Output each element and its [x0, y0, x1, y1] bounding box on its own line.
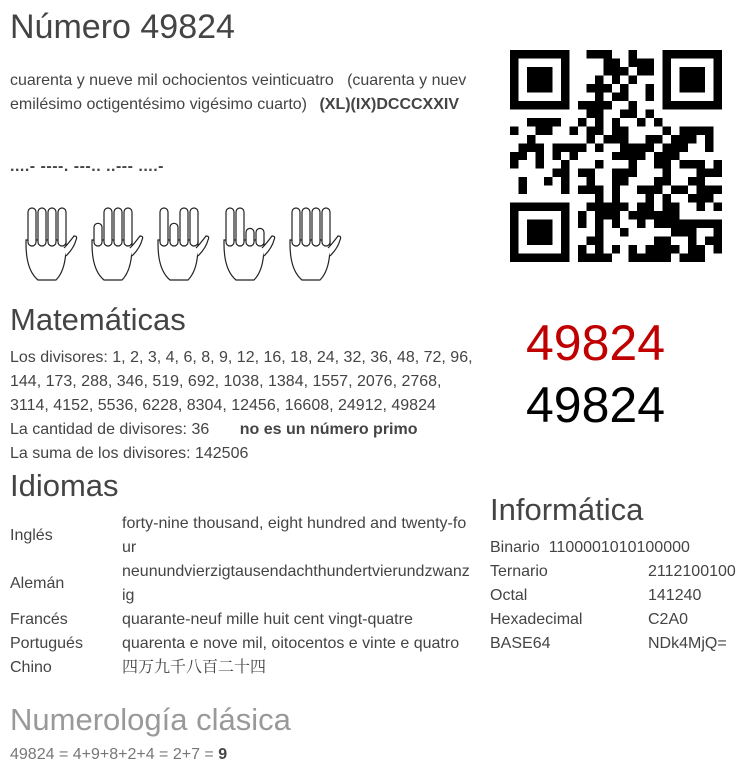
qr-module: [646, 245, 654, 253]
table-row: [10, 656, 472, 680]
qr-module: [620, 67, 628, 75]
qr-module: [603, 203, 611, 211]
qr-module: [578, 220, 586, 228]
qr-module: [595, 50, 603, 58]
numerology-formula-line: [10, 746, 227, 764]
qr-module: [629, 160, 637, 168]
qr-module: [603, 135, 611, 143]
qr-module: [714, 160, 722, 168]
languages-heading: Idiomas: [10, 468, 119, 503]
qr-module: [654, 118, 662, 126]
qr-module: [663, 143, 671, 151]
qr-module: [569, 126, 577, 134]
qr-module: [586, 169, 594, 177]
language-name: Chino: [10, 659, 52, 676]
divisor-sum-label: La suma de los divisores:: [10, 445, 191, 462]
number-in-words: [10, 69, 470, 117]
qr-module: [552, 169, 560, 177]
qr-module: [654, 177, 662, 185]
table-row: [10, 608, 472, 632]
qr-module: [697, 186, 705, 194]
binary-value: 1100001010100000: [548, 539, 690, 556]
qr-module: [595, 203, 603, 211]
qr-module: [646, 92, 654, 100]
qr-module: [586, 101, 594, 109]
qr-module: [705, 186, 713, 194]
qr-module: [629, 75, 637, 83]
hand-sign-4: [290, 208, 341, 280]
qr-module: [714, 245, 722, 253]
qr-module: [680, 160, 688, 168]
divisor-count-line: [10, 418, 480, 442]
table-row: [490, 632, 736, 656]
qr-module: [654, 245, 662, 253]
qr-module: [612, 118, 620, 126]
table-row: [490, 608, 736, 632]
base-value: NDk4MjQ=: [648, 635, 727, 652]
qr-module: [578, 118, 586, 126]
qr-module: [603, 67, 611, 75]
qr-module: [612, 203, 620, 211]
qr-module: [578, 254, 586, 262]
divisor-count: 36: [191, 421, 210, 438]
qr-module: [518, 143, 526, 151]
qr-module: [535, 126, 543, 134]
qr-module: [586, 186, 594, 194]
qr-module: [612, 135, 620, 143]
qr-module: [612, 169, 620, 177]
qr-module: [629, 152, 637, 160]
qr-module: [612, 211, 620, 219]
qr-module: [518, 152, 526, 160]
qr-module: [688, 237, 696, 245]
qr-module: [671, 203, 679, 211]
roman-numeral: (XL)(IX)DCCCXXIV: [319, 96, 460, 113]
qr-module: [671, 228, 679, 236]
qr-module: [544, 126, 552, 134]
qr-module: [637, 211, 645, 219]
qr-module: [688, 160, 696, 168]
qr-module: [637, 220, 645, 228]
qr-module: [595, 245, 603, 253]
qr-module: [680, 254, 688, 262]
qr-module: [612, 186, 620, 194]
qr-module: [586, 254, 594, 262]
qr-module: [671, 186, 679, 194]
qr-module: [646, 143, 654, 151]
language-name: Alemán: [10, 575, 65, 592]
qr-module: [646, 58, 654, 66]
divisor-sum: 142506: [194, 445, 249, 462]
language-name: Portugués: [10, 635, 83, 652]
table-row: [490, 584, 736, 608]
numerology-heading: Numerología clásica: [10, 702, 291, 737]
qr-module: [612, 194, 620, 202]
divisor-sum-line: [10, 442, 480, 466]
qr-module: [612, 75, 620, 83]
qr-module: [688, 254, 696, 262]
qr-module: [688, 228, 696, 236]
qr-module: [688, 135, 696, 143]
qr-module: [612, 92, 620, 100]
qr-module: [654, 160, 662, 168]
qr-module: [612, 126, 620, 134]
base-label: Hexadecimal: [490, 611, 583, 628]
number-display-black: 49824: [526, 377, 666, 433]
qr-module: [595, 194, 603, 202]
qr-module: [637, 67, 645, 75]
qr-module: [705, 194, 713, 202]
qr-module: [663, 177, 671, 185]
qr-module: [629, 101, 637, 109]
qr-module: [535, 152, 543, 160]
math-heading: Matemáticas: [10, 302, 186, 337]
qr-code-image: [510, 50, 722, 262]
table-row: [10, 512, 472, 560]
divisor-count-label: La cantidad de divisores:: [10, 421, 187, 438]
base-value: C2A0: [648, 611, 689, 628]
qr-module: [697, 220, 705, 228]
qr-module: [646, 135, 654, 143]
qr-module: [595, 143, 603, 151]
qr-module: [595, 160, 603, 168]
qr-module: [603, 58, 611, 66]
qr-module: [680, 220, 688, 228]
qr-module: [595, 109, 603, 117]
language-name: Francés: [10, 611, 68, 628]
base-label: Octal: [490, 587, 528, 604]
hand-sign-9: [92, 208, 143, 280]
base-label: BASE64: [490, 635, 551, 652]
qr-module: [595, 186, 603, 194]
qr-module: [654, 254, 662, 262]
base-value: 141240: [648, 587, 702, 604]
qr-module: [612, 220, 620, 228]
qr-module: [595, 118, 603, 126]
qr-module: [527, 135, 535, 143]
numerology-result: 9: [218, 746, 228, 763]
qr-module: [561, 160, 569, 168]
language-text: neunundvierzigtausendachthundertvierundzwanzig: [122, 563, 470, 604]
qr-module: [697, 177, 705, 185]
qr-module: [671, 245, 679, 253]
qr-module: [654, 135, 662, 143]
table-row: [10, 632, 472, 656]
qr-module: [714, 169, 722, 177]
qr-module: [663, 169, 671, 177]
qr-module: [544, 177, 552, 185]
qr-module: [646, 109, 654, 117]
computing-heading: Informática: [490, 492, 644, 527]
qr-module: [603, 84, 611, 92]
qr-module: [586, 50, 594, 58]
qr-module: [629, 58, 637, 66]
qr-module: [637, 58, 645, 66]
qr-module: [586, 237, 594, 245]
table-row: [10, 560, 472, 608]
qr-module: [595, 228, 603, 236]
qr-module: [646, 203, 654, 211]
qr-module: [629, 254, 637, 262]
qr-module: [705, 135, 713, 143]
table-row: [490, 536, 736, 560]
qr-module: [663, 203, 671, 211]
qr-module: [697, 169, 705, 177]
qr-module: [671, 143, 679, 151]
qr-module: [654, 186, 662, 194]
qr-module: [578, 169, 586, 177]
language-text: quarante-neuf mille huit cent vingt-quatre: [122, 611, 413, 628]
qr-module: [697, 126, 705, 134]
base-value: 2112100100: [648, 563, 736, 580]
qr-module: [637, 203, 645, 211]
qr-finder-inner: [680, 67, 705, 92]
qr-module: [654, 211, 662, 219]
qr-module: [646, 254, 654, 262]
qr-module: [688, 194, 696, 202]
qr-module: [663, 254, 671, 262]
divisors-line: [10, 346, 480, 418]
language-text: quarenta e nove mil, oitocentos e vinte e quatro: [122, 635, 460, 652]
qr-module: [646, 194, 654, 202]
qr-module: [688, 220, 696, 228]
qr-module: [705, 126, 713, 134]
qr-module: [663, 220, 671, 228]
qr-module: [620, 84, 628, 92]
qr-module: [629, 109, 637, 117]
qr-module: [527, 118, 535, 126]
qr-module: [714, 228, 722, 236]
words-spanish: cuarenta y nueve mil ochocientos veinticuatro: [10, 72, 334, 89]
qr-module: [663, 152, 671, 160]
qr-module: [535, 118, 543, 126]
qr-module: [552, 118, 560, 126]
words-ordinal-end: emilésimo octigentésimo vigésimo cuarto): [10, 96, 307, 113]
hand-sign-4: [26, 208, 77, 280]
qr-module: [637, 152, 645, 160]
qr-module: [595, 237, 603, 245]
qr-module: [646, 186, 654, 194]
qr-module: [535, 160, 543, 168]
qr-module: [629, 143, 637, 151]
qr-module: [705, 169, 713, 177]
qr-module: [603, 101, 611, 109]
computing-table: [490, 536, 736, 656]
qr-module: [620, 135, 628, 143]
qr-module: [663, 211, 671, 219]
qr-module: [620, 126, 628, 134]
qr-module: [586, 177, 594, 185]
qr-module: [561, 186, 569, 194]
qr-module: [680, 126, 688, 134]
qr-module: [637, 118, 645, 126]
qr-module: [586, 84, 594, 92]
qr-module: [688, 126, 696, 134]
qr-module: [697, 245, 705, 253]
qr-module: [569, 152, 577, 160]
hand-sign-2: [224, 208, 275, 280]
qr-module: [637, 186, 645, 194]
qr-module: [603, 254, 611, 262]
qr-module: [663, 160, 671, 168]
numerology-formula: 49824 = 4+9+8+2+4 = 2+7 =: [10, 746, 214, 763]
qr-module: [595, 101, 603, 109]
qr-module: [714, 220, 722, 228]
binary-cell: [490, 536, 736, 560]
qr-module: [654, 220, 662, 228]
qr-module: [612, 67, 620, 75]
qr-module: [510, 126, 518, 134]
qr-module: [535, 143, 543, 151]
qr-module: [586, 203, 594, 211]
qr-module: [671, 152, 679, 160]
qr-module: [595, 220, 603, 228]
qr-finder-inner: [527, 220, 552, 245]
binary-label: Binario: [490, 539, 540, 556]
qr-module: [612, 58, 620, 66]
qr-module: [620, 92, 628, 100]
qr-module: [510, 152, 518, 160]
languages-table: [10, 512, 472, 680]
sign-language-hands: [12, 200, 342, 284]
qr-module: [527, 143, 535, 151]
qr-module: [629, 50, 637, 58]
qr-module: [586, 109, 594, 117]
qr-module: [663, 237, 671, 245]
hand-sign-8: [158, 208, 209, 280]
qr-module: [671, 220, 679, 228]
qr-module: [603, 211, 611, 219]
qr-module: [578, 143, 586, 151]
divisors-label: Los divisores:: [10, 349, 108, 366]
qr-module: [544, 118, 552, 126]
qr-module: [578, 101, 586, 109]
qr-module: [603, 50, 611, 58]
qr-module: [654, 237, 662, 245]
qr-module: [595, 126, 603, 134]
qr-module: [654, 152, 662, 160]
qr-module: [705, 143, 713, 151]
qr-module: [578, 211, 586, 219]
qr-module: [620, 143, 628, 151]
qr-module: [595, 92, 603, 100]
qr-module: [620, 228, 628, 236]
qr-module: [697, 194, 705, 202]
qr-module: [552, 152, 560, 160]
qr-module: [595, 84, 603, 92]
qr-module: [612, 152, 620, 160]
language-text: 四万九千八百二十四: [122, 659, 267, 676]
qr-module: [612, 245, 620, 253]
qr-module: [518, 186, 526, 194]
qr-module: [637, 254, 645, 262]
qr-module: [510, 160, 518, 168]
qr-module: [663, 194, 671, 202]
qr-module: [629, 245, 637, 253]
qr-module: [680, 228, 688, 236]
qr-module: [595, 75, 603, 83]
divisors-list: 1, 2, 3, 4, 6, 8, 9, 12, 16, 18, 24, 32, 36, 48, 72, 96, 144, 173, 288, 346, 519, 692, 1038, 1384, 1557, 2076, 2768, 3114, 4152, 5536, 6228, 8304, 12456, 16608, 24912, 49824: [10, 349, 473, 414]
qr-module: [646, 84, 654, 92]
qr-module: [697, 203, 705, 211]
qr-module: [714, 237, 722, 245]
qr-module: [620, 109, 628, 117]
qr-module: [620, 169, 628, 177]
qr-module: [595, 254, 603, 262]
base-label: Ternario: [490, 563, 548, 580]
qr-module: [688, 245, 696, 253]
qr-module: [561, 169, 569, 177]
qr-module: [680, 135, 688, 143]
qr-module: [646, 67, 654, 75]
qr-module: [663, 245, 671, 253]
page-title: Número 49824: [10, 8, 235, 46]
qr-finder-inner: [527, 67, 552, 92]
qr-module: [586, 135, 594, 143]
qr-module: [714, 203, 722, 211]
qr-module: [561, 143, 569, 151]
language-text: forty-nine thousand, eight hundred and twenty-four: [122, 515, 467, 556]
qr-module: [578, 245, 586, 253]
qr-module: [552, 143, 560, 151]
qr-module: [518, 177, 526, 185]
qr-module: [680, 186, 688, 194]
qr-module: [646, 211, 654, 219]
qr-module: [612, 177, 620, 185]
qr-module: [663, 126, 671, 134]
qr-module: [697, 160, 705, 168]
qr-module: [586, 126, 594, 134]
math-section: [10, 346, 480, 466]
qr-module: [561, 177, 569, 185]
number-display-red: 49824: [526, 315, 666, 371]
qr-module: [595, 211, 603, 219]
qr-module: [629, 211, 637, 219]
qr-module: [680, 143, 688, 151]
qr-module: [705, 237, 713, 245]
qr-module: [637, 143, 645, 151]
words-ordinal-start: (cuarenta y nuev: [347, 72, 467, 89]
qr-module: [688, 177, 696, 185]
qr-module: [620, 177, 628, 185]
morse-code: ....- ----. ---.. ..--- ....-: [10, 158, 165, 175]
language-name: Inglés: [10, 527, 53, 544]
qr-module: [671, 211, 679, 219]
qr-module: [620, 152, 628, 160]
qr-module: [714, 186, 722, 194]
qr-module: [569, 143, 577, 151]
prime-status: no es un número primo: [239, 421, 418, 438]
qr-module: [705, 220, 713, 228]
qr-module: [620, 203, 628, 211]
qr-module: [578, 186, 586, 194]
qr-module: [629, 169, 637, 177]
table-row: [490, 560, 736, 584]
qr-module: [697, 254, 705, 262]
qr-module: [671, 135, 679, 143]
